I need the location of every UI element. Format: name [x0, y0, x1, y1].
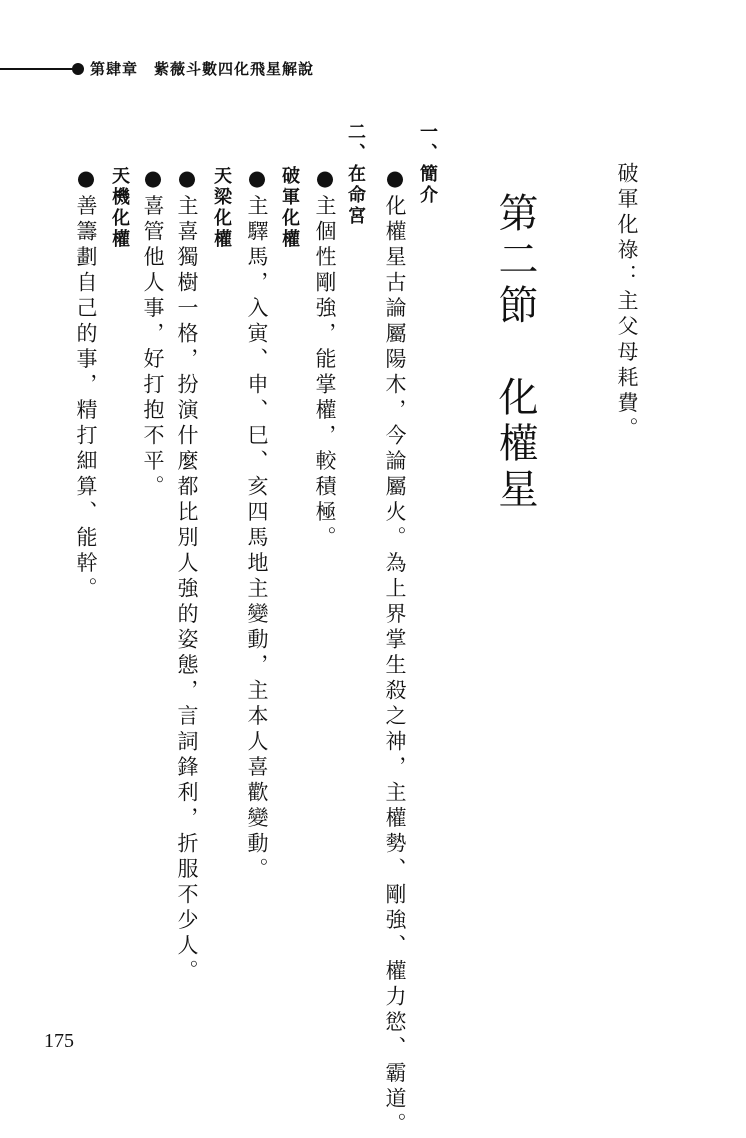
- page-number: 175: [44, 1030, 74, 1052]
- tianliang-item: ●主驛馬，入寅、申、巳、亥四馬地主變動，主本人喜歡變動。: [245, 166, 269, 883]
- tianliang-heading: 天梁化權: [211, 166, 232, 250]
- pojun-item: ●主個性剛強，能掌權，較積極。: [313, 166, 337, 552]
- lead-line: 破軍化祿：主父母耗費。: [615, 162, 639, 443]
- running-header: 第肆章 紫薇斗數四化飛星解說: [90, 60, 315, 78]
- section-title: 第二節 化權星: [492, 192, 538, 514]
- intro-text: ●化權星古論屬陽木，今論屬火。為上界掌生殺之神，主權勢、剛強、權力慾、霸道。: [383, 166, 407, 1138]
- pojun-heading: 破軍化權: [279, 166, 300, 250]
- tianliang-item-2: ●主喜獨樹一格，扮演什麼都比別人強的姿態，言詞鋒利，折服不少人。: [175, 166, 199, 985]
- tianji-heading: 天機化權: [109, 166, 130, 250]
- tianji-item: ●善籌劃自己的事，精打細算、能幹。: [74, 166, 98, 603]
- header-rule: [0, 68, 76, 70]
- heading-intro: 一、簡介: [417, 122, 438, 206]
- tianliang-item-3: ●喜管他人事，好打抱不平。: [141, 166, 165, 501]
- heading-ming: 二、在命宮: [345, 122, 366, 227]
- bullet-dot-icon: [72, 63, 84, 75]
